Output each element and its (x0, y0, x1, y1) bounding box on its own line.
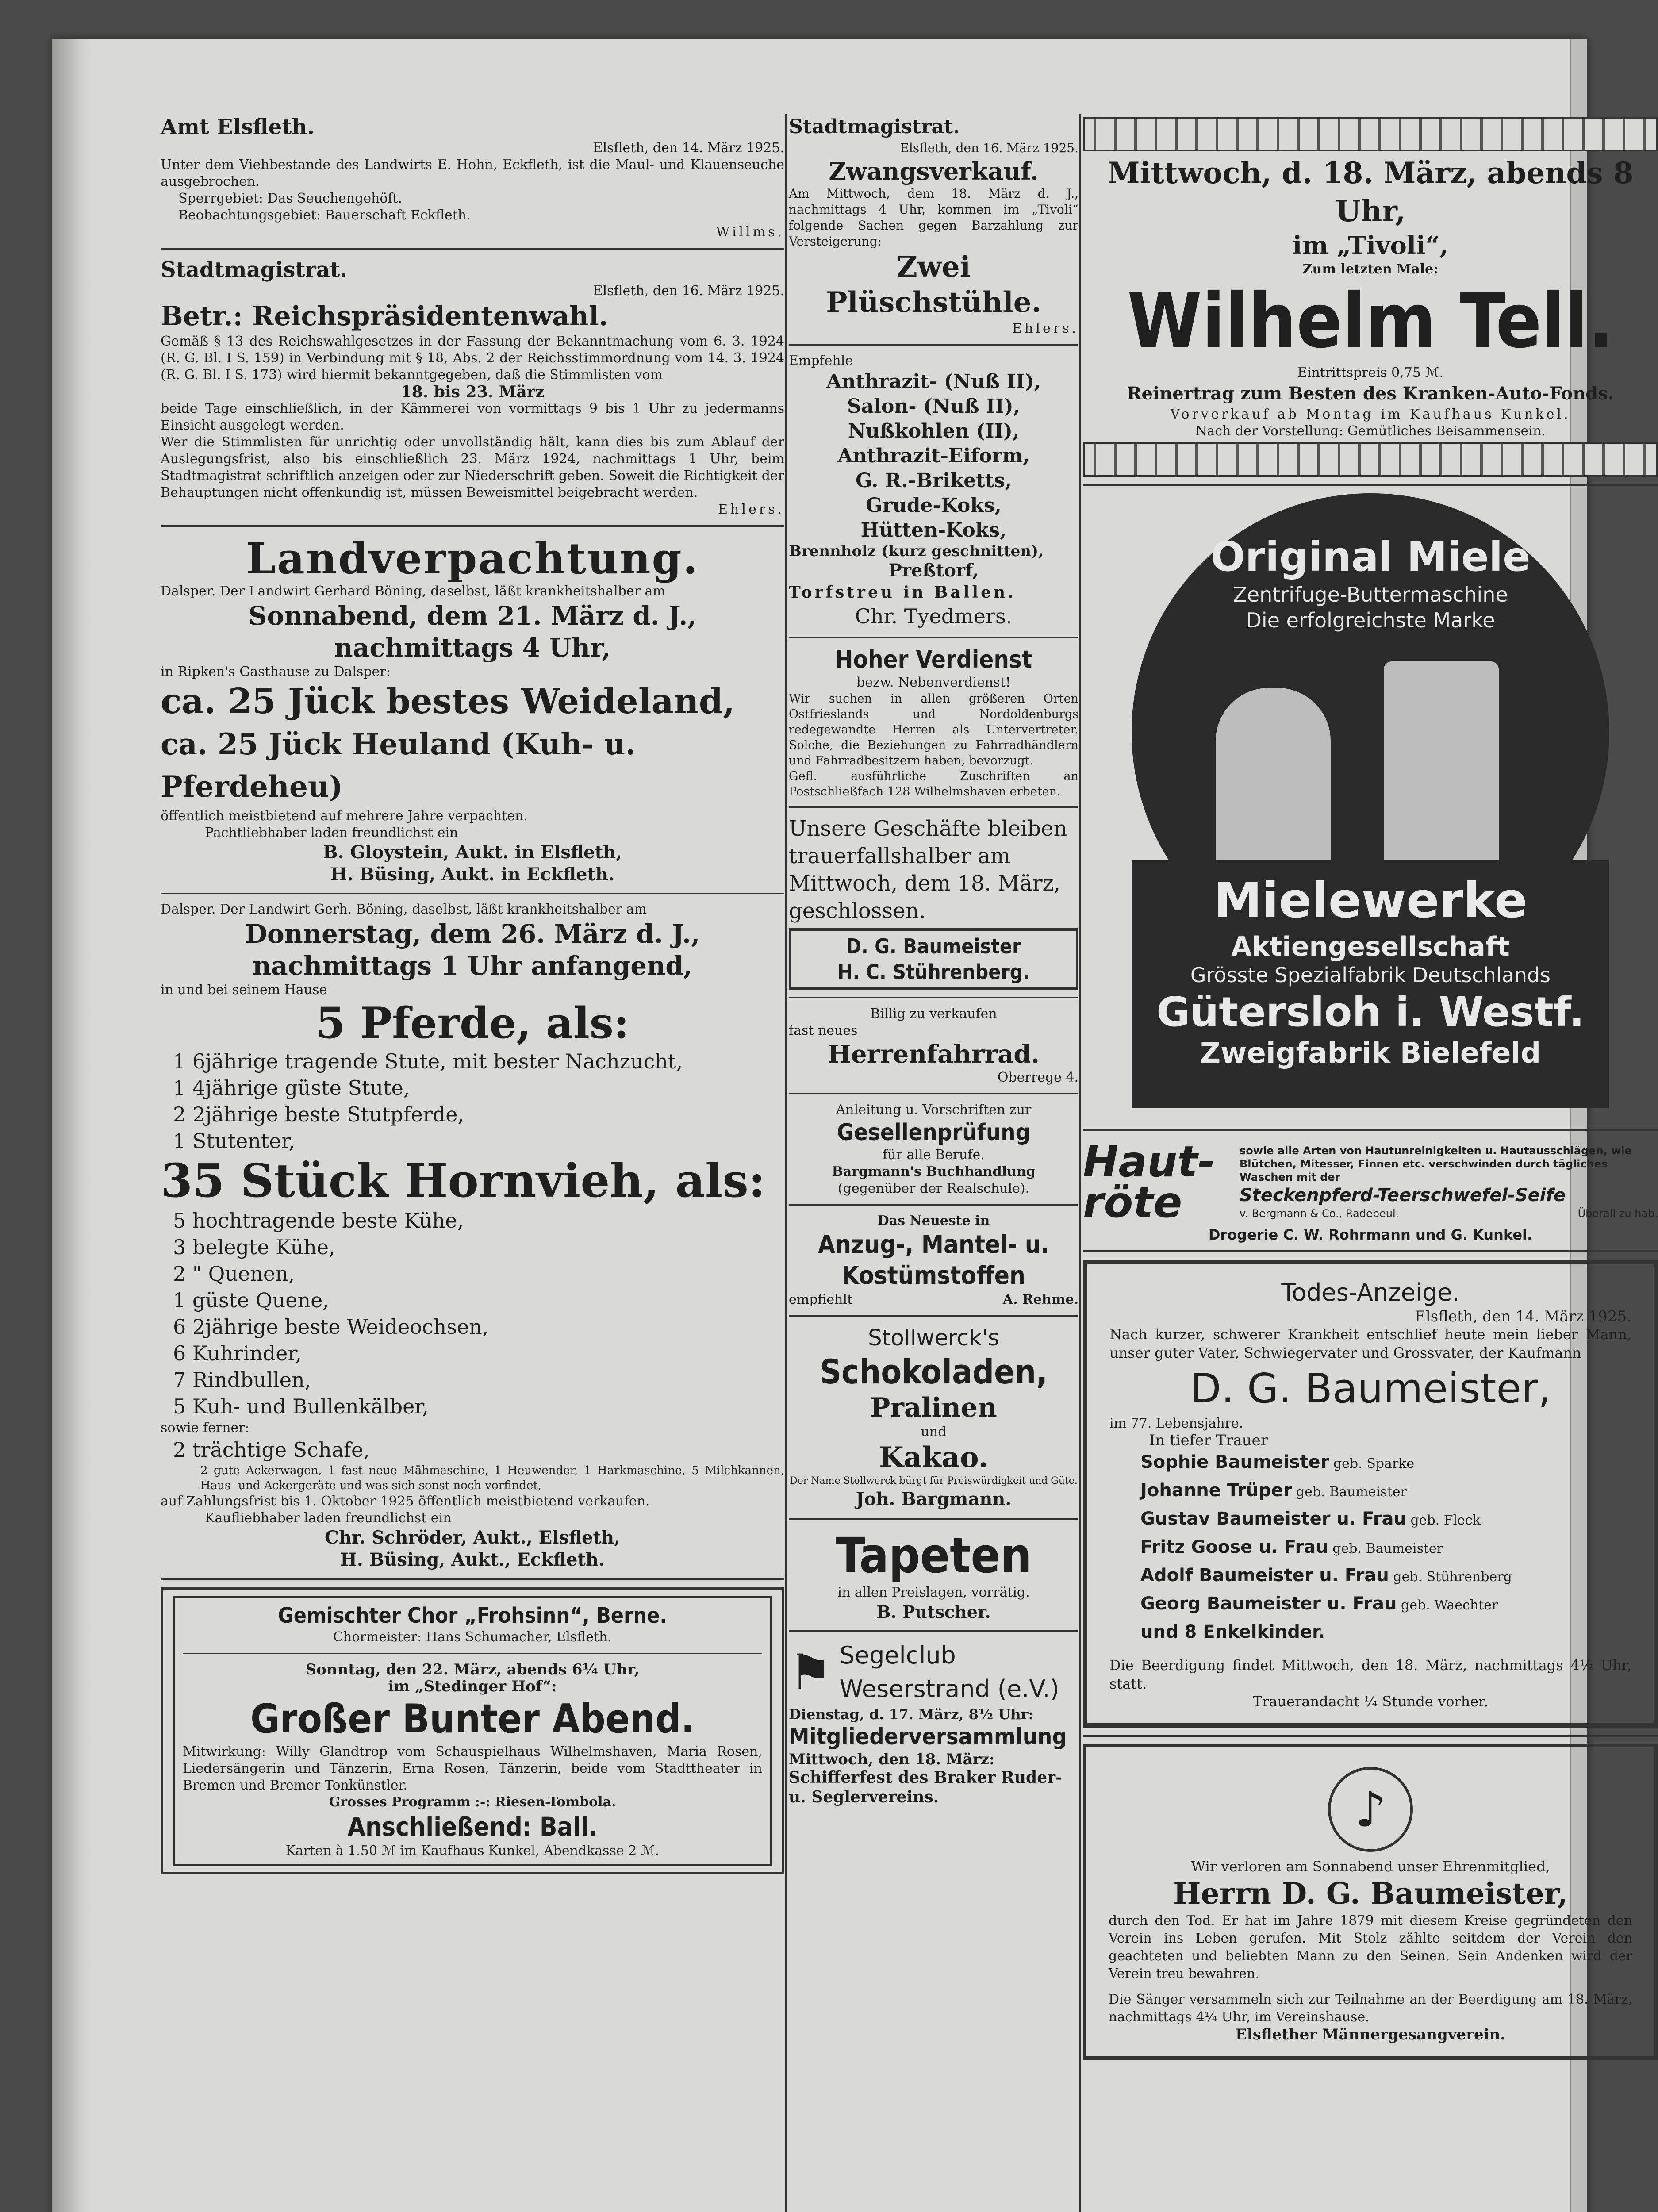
member-note: geb. Waechter (1397, 1598, 1498, 1613)
member-name: Fritz Goose u. Frau (1140, 1537, 1328, 1557)
ornament-border (1083, 442, 1658, 477)
stollwerck-brand: Stollwerck's (867, 1325, 1000, 1351)
equipment: 2 gute Ackerwagen, 1 fast neue Mähmaschine, 1 Heuwender, 1 Harkmaschine, 5 Milchkannen, Haus- und Ackergeräte und was sich sonst noch vorfindet, (200, 1464, 784, 1492)
coal-ad (789, 353, 1078, 630)
chor-frohsinn-ad (161, 1587, 784, 1874)
bike-addr: Oberrege 4. (997, 1070, 1078, 1085)
family-member (1109, 1449, 1631, 1477)
verdienst-title: Hoher Verdienst (835, 645, 1032, 673)
stollwerck-line: Kakao. (879, 1441, 988, 1474)
todes-mourning: In tiefer Trauer (1149, 1432, 1268, 1449)
closed-firm: D. G. Baumeister (846, 934, 1021, 958)
tapeten-ad (789, 1527, 1078, 1623)
chor-event: Großer Bunter Abend. (250, 1696, 695, 1742)
haut-row (1083, 1138, 1658, 1226)
tapeten-title: Tapeten (835, 1527, 1032, 1584)
coal-item: G. R.-Briketts, (855, 469, 1012, 492)
notice-header: Stadtmagistrat. (789, 115, 960, 138)
divider (161, 1578, 784, 1580)
cattle-item: 5 Kuh- und Bullenkälber, (173, 1394, 429, 1418)
member-note: geb. Fleck (1406, 1513, 1481, 1528)
cattle-item: 5 hochtragende beste Kühe, (173, 1209, 464, 1233)
coal-item: Salon- (Nuß II), (847, 395, 1020, 418)
ad-place: in Ripken's Gasthause zu Dalsper: (161, 664, 391, 680)
tell-benefit: Reinertrag zum Besten des Kranken-Auto-Fonds. (1127, 383, 1614, 404)
member-note: geb. Baumeister (1292, 1484, 1407, 1500)
verdienst-sub: bezw. Nebenverdienst! (856, 675, 1011, 690)
verdienst-ad (789, 645, 1078, 799)
divider (183, 1653, 762, 1654)
miele-sub-line: Die erfolgreichste Marke (1246, 608, 1495, 632)
divider (789, 637, 1078, 638)
verein-call: Die Sänger versammeln sich zur Teilnahme an der Beerdigung am 18. März, nachmittags 4¼ Uhr, im Vereinshause. (1109, 1992, 1632, 2025)
haut-product: Steckenpferd-Teerschwefel-Seife (1240, 1185, 1566, 1206)
divider (789, 997, 1078, 998)
ferner: sowie ferner: (161, 1420, 249, 1436)
notice-body: Wer die Stimmlisten für unrichtig oder unvollständig hält, kann dies bis zum Ablauf der Auslegungsfrist, also bis einschließlich 23. März 1924, nachmittags 1 Uhr, beim Stadtmagistrat schriftlich anzeigen oder zur Niederschrift geben. Soweit die Richtigkeit der Behauptungen nicht offenkundig ist, müssen Beweismittel beigebracht werden. (161, 434, 784, 500)
horse-item: 1 6jährige tragende Stute, mit bester Nachzucht, (173, 1049, 683, 1073)
stollwerck-line: Pralinen (870, 1392, 997, 1423)
todes-anzeige (1083, 1260, 1658, 1728)
chor-venue: im „Stedinger Hof“: (388, 1678, 557, 1695)
cattle-list (161, 1207, 784, 1420)
zwangsverkauf-notice (789, 114, 1078, 337)
miele-company-box (1132, 860, 1609, 1108)
notice-header: Amt Elsfleth. (161, 115, 315, 139)
divider (789, 1093, 1078, 1094)
auctioneer: Chr. Schröder, Aukt., Elsfleth, (325, 1527, 620, 1548)
sperrgebiet: Sperrgebiet: Das Seuchengehöft. (178, 191, 403, 206)
member-name: Georg Baumeister u. Frau (1140, 1594, 1397, 1614)
miele-sub-line: Zentrifuge-Buttermaschine (1233, 583, 1508, 607)
miele-company: Mielewerke (1213, 872, 1528, 929)
page-spine (52, 39, 94, 2212)
segel-event2: Schifferfest des Braker Ruder- u. Seglervereins. (789, 1768, 1063, 1806)
segel-date: Dienstag, d. 17. März, 8½ Uhr: (789, 1706, 1034, 1723)
closed-notice (789, 815, 1078, 990)
tapeten-sub: in allen Preislagen, vorrätig. (837, 1585, 1030, 1600)
ad-invite: Pachtliebhaber laden freundlichst ein (205, 825, 458, 841)
notice-signature: Willms. (716, 224, 784, 240)
wilhelm-tell-ad (1083, 117, 1658, 477)
club-line: Weserstrand (e.V.) (839, 1675, 1059, 1703)
gesellen-title: Gesellenprüfung (837, 1119, 1031, 1146)
todes-date: Elsfleth, den 14. März 1925. (1415, 1308, 1631, 1325)
ad-place: in und bei seinem Hause (161, 982, 327, 998)
chor-frame (173, 1596, 772, 1866)
horse-item: 1 4jährige güste Stute, (173, 1076, 410, 1100)
sheep: 2 trächtige Schafe, (173, 1438, 370, 1462)
verein-body: durch den Tod. Er hat im Jahre 1879 mit diesem Kreise gegründeten den Verein ins Leben gerufen. Mit Stolz zählte seitdem der Verein den geachteten und beliebten Mann zu den Seinen. Sein Andenken wird der Verein treu bewahren. (1109, 1913, 1632, 1982)
member-name: Johanne Trüper (1140, 1480, 1292, 1501)
haut-desc: sowie alle Arten von Hautunreinigkeiten u. Hautausschlägen, wie Blütchen, Mitesser, Finnen etc. verschwinden durch tägliches Waschen mit der (1240, 1144, 1632, 1183)
notice-item: Zwei Plüschstühle. (826, 250, 1041, 319)
verdienst-body: Wir suchen in allen größeren Orten Ostfrieslands und Nordoldenburgs redegewandte Herren als Untervertreter. Solche, die Beziehungen zu Fahrradhändlern und Fahrradbesitzern haben, bevorzugt. (789, 692, 1078, 768)
stollwerck-and: und (921, 1424, 947, 1440)
stoff-intro: Das Neueste in (877, 1213, 990, 1229)
haut-shops: Drogerie C. W. Rohrmann und G. Kunkel. (1208, 1226, 1533, 1243)
pennant-flag-icon: ⚑ (789, 1644, 833, 1701)
stoff-title: Anzug-, Mantel- u. Kostümstoffen (818, 1230, 1049, 1290)
chor-date: Sonntag, den 22. März, abends 6¼ Uhr, (305, 1661, 640, 1678)
coal-seller: Chr. Tyedmers. (855, 604, 1013, 628)
auctioneer: H. Büsing, Aukt. in Eckfleth. (330, 864, 615, 885)
gesellen-sub: für alle Berufe. (883, 1147, 985, 1163)
closed-firms (789, 928, 1078, 990)
notice-body: Gemäß § 13 des Reichswahlgesetzes in der Fassung der Bekanntmachung vom 6. 3. 1924 (R. G. Bl. I S. 159) in Verbindung mit § 18, Abs. 2 der Reichsstimmordnung vom 14. 3. 1924 (R. G. Bl. I S. 173) wird hiermit bekanntgegeben, daß die Stimmlisten vom (161, 334, 784, 383)
terms: auf Zahlungsfrist bis 1. Oktober 1925 öffentlich meistbietend verkaufen. (161, 1494, 650, 1509)
gesellen-shop: Bargmann's Buchhandlung (832, 1164, 1036, 1179)
family-list (1109, 1449, 1631, 1645)
amt-elsfleth-notice (161, 114, 784, 241)
tell-presale: Vorverkauf ab Montag im Kaufhaus Kunkel. (1170, 407, 1571, 422)
auctioneer: H. Büsing, Aukt., Eckfleth. (340, 1549, 605, 1570)
ad-offer: ca. 25 Jück Heuland (Kuh- u. Pferdeheu) (161, 727, 636, 804)
beobachtungsgebiet: Beobachtungsgebiet: Bauerschaft Eckfleth. (178, 207, 471, 223)
cattle-item: 2 " Quenen, (173, 1262, 295, 1286)
notice-signature: Ehlers. (1012, 321, 1078, 336)
stollwerck-note: Der Name Stollwerck bürgt für Preiswürdigkeit und Güte. (790, 1475, 1078, 1486)
divider (1083, 484, 1658, 486)
column-rule-2 (1079, 114, 1081, 2212)
haut-maker: v. Bergmann & Co., Radebeul. (1240, 1207, 1399, 1220)
notice-dates: 18. bis 23. März (400, 383, 545, 401)
divider (789, 1518, 1078, 1520)
bike-item: Herrenfahrrad. (828, 1040, 1040, 1069)
miele-brand: Original Miele (1210, 533, 1531, 580)
cattle-item: 1 güste Quene, (173, 1288, 329, 1312)
todes-age: im 77. Lebensjahre. (1109, 1416, 1244, 1431)
haut-avail: Überall zu hab. (1577, 1207, 1658, 1220)
miele-branch: Zweigfabrik Bielefeld (1200, 1037, 1541, 1070)
notice-body: beide Tage einschließlich, in der Kämmerei von vormittags 9 bis 1 Uhr zu jedermanns Einsicht ausgelegt werden. (161, 401, 784, 433)
divider (789, 1204, 1078, 1206)
haut-footer (1240, 1207, 1658, 1220)
stollwerck-line: Schokoladen, (819, 1352, 1048, 1391)
ornament-border (1083, 117, 1658, 151)
member-name: Adolf Baumeister u. Frau (1140, 1565, 1389, 1586)
divider (1083, 1129, 1658, 1131)
horse-item: 1 Stutenter, (173, 1129, 296, 1153)
segelclub-name (840, 1639, 1059, 1706)
column-1 (161, 114, 784, 1874)
bike-title: Billig zu verkaufen (870, 1006, 997, 1022)
divider (789, 1315, 1078, 1317)
chor-mitwirkung: Mitwirkung: Willy Glandtrop vom Schauspielhaus Wilhelmshaven, Maria Rosen, Liedersängerin und Tänzerin, Erna Rosen, Tänzerin, beide vom Stadttheater in Bremen und Bremer Tonkünstler. (183, 1744, 762, 1793)
member-name: Gustav Baumeister u. Frau (1140, 1509, 1406, 1529)
ad-date: Donnerstag, dem 26. März d. J., (245, 919, 700, 949)
haut-text (1240, 1144, 1658, 1220)
coal-item: Anthrazit- (Nuß II), (826, 370, 1041, 393)
verein-intro: Wir verloren am Sonnabend unser Ehrenmitglied, (1191, 1858, 1550, 1875)
horses-list (161, 1048, 784, 1154)
haut-logo: Haut-röte (1083, 1137, 1216, 1227)
family-member (1109, 1505, 1631, 1534)
coal-item: Anthrazit-Eiform, (837, 445, 1030, 467)
todes-body: Nach kurzer, schwerer Krankheit entschlief heute mein lieber Mann, unser guter Vater, Schwiegervater und Grossvater, der Kaufmann (1109, 1326, 1631, 1361)
horses-title: 5 Pferde, als: (315, 998, 629, 1048)
verein-name: Herrn D. G. Baumeister, (1173, 1876, 1568, 1911)
family-member (1109, 1534, 1631, 1562)
ad-intro: Dalsper. Der Landwirt Gerhard Böning, daselbst, läßt krankheitshalber am (161, 584, 665, 599)
chor-ball: Anschließend: Ball. (347, 1812, 598, 1842)
divider (789, 1630, 1078, 1632)
cattle-item: 3 belegte Kühe, (173, 1235, 335, 1259)
member-note: geb. Sparke (1329, 1456, 1415, 1471)
verdienst-contact: Gefl. ausführliche Zuschriften an Postschließfach 128 Wilhelmshaven erbeten. (789, 769, 1078, 799)
ad-time: nachmittags 4 Uhr, (334, 633, 611, 663)
divider (161, 525, 784, 527)
chor-tickets: Karten à 1.50 ℳ im Kaufhaus Kunkel, Abendkasse 2 ℳ. (285, 1843, 660, 1859)
column-2 (789, 114, 1078, 1807)
chor-conductor: Chormeister: Hans Schumacher, Elsfleth. (333, 1629, 612, 1645)
miele-ad (1083, 493, 1658, 1121)
todes-andacht: Trauerandacht ¼ Stunde vorher. (1252, 1693, 1489, 1710)
miele-city: Gütersloh i. Westf. (1156, 988, 1585, 1036)
closed-text: Unsere Geschäfte bleiben trauerfallshalber am Mittwoch, dem 18. März, geschlossen. (789, 816, 1067, 923)
ad-offer: ca. 25 Jück bestes Weideland, (161, 681, 735, 722)
ad-public: öffentlich meistbietend auf mehrere Jahre verpachten. (161, 808, 528, 824)
divider (789, 344, 1078, 346)
gesellen-addr: (gegenüber der Realschule). (837, 1181, 1030, 1196)
club-line: Segelclub (839, 1641, 956, 1669)
tell-after: Nach der Vorstellung: Gemütliches Beisammensein. (1195, 423, 1546, 439)
bike-ad (789, 1006, 1078, 1086)
reichswahl-notice (161, 257, 784, 518)
member-note: geb. Baumeister (1328, 1541, 1443, 1556)
todes-name: D. G. Baumeister, (1190, 1365, 1551, 1412)
notice-date: Elsfleth, den 16. März 1925. (900, 141, 1078, 155)
column-3 (1083, 114, 1658, 2060)
segel-event: Mitgliederversammlung (789, 1724, 1067, 1750)
stollwerck-ad (789, 1324, 1078, 1511)
divider (1083, 1735, 1658, 1737)
divider (161, 893, 784, 894)
tell-price: Eintrittspreis 0,75 ℳ. (1297, 365, 1444, 380)
hautroete-ad (1083, 1138, 1658, 1243)
bike-sub: fast neues (789, 1023, 858, 1038)
verein-club: Elsflether Männergesangverein. (1235, 2026, 1506, 2043)
cattle-item: 7 Rindbullen, (173, 1368, 311, 1392)
coal-torf: Preßtorf, (888, 560, 979, 581)
stollwerck-seller: Joh. Bargmann. (856, 1489, 1012, 1509)
ad-title: Landverpachtung. (246, 534, 699, 584)
ad-time: nachmittags 1 Uhr anfangend, (252, 951, 693, 981)
family-member (1109, 1477, 1631, 1505)
family-member (1109, 1562, 1631, 1590)
notice-title: Zwangsverkauf. (829, 157, 1039, 185)
todes-title: Todes-Anzeige. (1281, 1279, 1460, 1306)
gesellen-ad (789, 1102, 1078, 1197)
divider (1083, 1250, 1658, 1252)
todes-funeral: Die Beerdigung findet Mittwoch, den 18. März, nachmittags 4½ Uhr, statt. (1109, 1657, 1631, 1692)
coal-item: Hütten-Koks, (860, 519, 1007, 541)
segelclub-header (789, 1639, 1078, 1706)
coal-item: Grude-Koks, (866, 494, 1002, 517)
column-rule-1 (785, 114, 787, 2212)
stoff-seller: A. Rehme. (1002, 1292, 1078, 1307)
notice-signature: Ehlers. (718, 502, 784, 517)
notice-title: Betr.: Reichspräsidentenwahl. (161, 301, 608, 332)
tell-venue: im „Tivoli“, (1292, 231, 1449, 260)
divider (789, 806, 1078, 808)
verein-nachruf (1083, 1744, 1658, 2060)
member-name: Sophie Baumeister (1140, 1452, 1329, 1472)
ad-date: Sonnabend, dem 21. März d. J., (248, 601, 697, 631)
segel-date2: Mittwoch, den 18. März: (789, 1751, 995, 1768)
lyre-icon: ♪ (1328, 1767, 1413, 1852)
cattle-item: 6 Kuhrinder, (173, 1341, 302, 1365)
notice-date: Elsfleth, den 16. März 1925. (593, 283, 784, 299)
member-note: geb. Stührenberg (1389, 1569, 1512, 1585)
notice-body: Am Mittwoch, dem 18. März d. J., nachmittags 4 Uhr, kommen im „Tivoli“ folgende Sachen gegen Barzahlung zur Versteigerung: (789, 186, 1078, 249)
closed-firm: H. C. Stührenberg. (837, 960, 1030, 984)
chor-program: Grosses Programm :-: Riesen-Tombola. (329, 1794, 616, 1810)
horse-item: 2 2jährige beste Stutpferde, (173, 1102, 464, 1126)
notice-header: Stadtmagistrat. (161, 257, 347, 282)
member-name: und 8 Enkelkinder. (1140, 1622, 1325, 1642)
cattle-item: 6 2jährige beste Weideochsen, (173, 1315, 489, 1339)
stoff-recommend: empfiehlt (789, 1292, 853, 1307)
notice-date: Elsfleth, den 14. März 1925. (593, 140, 784, 156)
butter-churn-illustration (1384, 661, 1499, 891)
cattle-title: 35 Stück Hornvieh, als: (161, 1153, 766, 1208)
family-member (1109, 1619, 1631, 1645)
miele-desc: Grösste Spezialfabrik Deutschlands (1190, 963, 1551, 987)
livestock-sale-ad (161, 901, 784, 1571)
stoff-footer (789, 1291, 1078, 1308)
notice-body: Unter dem Viehbestande des Landwirts E. Hohn, Eckfleth, ist die Maul- und Klauenseuche ausgebrochen. (161, 157, 784, 189)
ad-invite: Kaufliebhaber laden freundlichst ein (205, 1510, 452, 1526)
newspaper-page (52, 39, 1658, 2212)
auctioneer: B. Gloystein, Aukt. in Elsfleth, (322, 842, 622, 863)
chor-title: Gemischter Chor „Frohsinn“, Berne. (278, 1603, 667, 1628)
coal-intro: Empfehle (789, 353, 853, 369)
coal-holz: Brennholz (kurz geschnitten), (789, 542, 1044, 560)
tell-title: Wilhelm Tell. (1127, 277, 1614, 365)
ad-intro: Dalsper. Der Landwirt Gerh. Böning, daselbst, läßt krankheitshalber am (161, 902, 647, 917)
coal-item: Nußkohlen (II), (848, 420, 1020, 442)
coal-list (789, 369, 1078, 543)
divider (161, 248, 784, 250)
gesellen-intro: Anleitung u. Vorschriften zur (836, 1102, 1032, 1118)
landverpachtung-ad (161, 534, 784, 886)
segelclub-ad (789, 1639, 1078, 1807)
tell-date: Mittwoch, d. 18. März, abends 8 Uhr, (1107, 156, 1634, 228)
tapeten-seller: B. Putscher. (876, 1602, 991, 1622)
miele-sub (1083, 582, 1658, 633)
miele-ag: Aktiengesellschaft (1231, 931, 1510, 962)
tell-last: Zum letzten Male: (1302, 261, 1439, 277)
family-member (1109, 1590, 1631, 1619)
stoff-ad (789, 1213, 1078, 1308)
coal-streu: Torfstreu in Ballen. (789, 583, 1016, 602)
